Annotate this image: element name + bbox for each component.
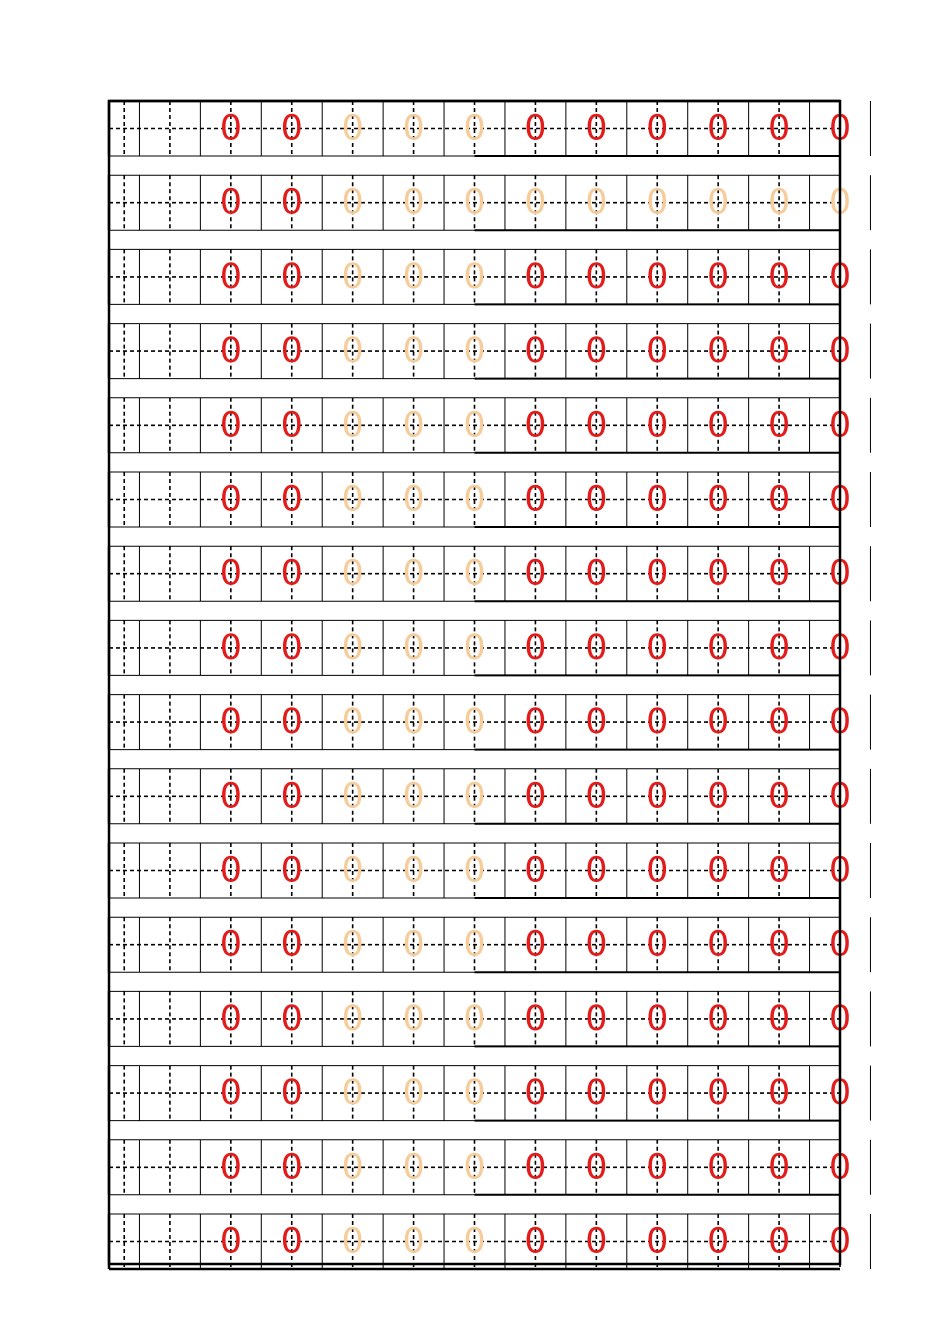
model-digit: 0 [524, 256, 547, 297]
model-digit: 0 [524, 627, 547, 668]
trace-digit: 0 [402, 776, 425, 817]
trace-digit: 0 [463, 182, 486, 223]
model-digit: 0 [280, 627, 303, 668]
trace-digit: 0 [463, 702, 486, 743]
trace-digit: 0 [341, 1073, 364, 1114]
model-digit: 0 [219, 1073, 242, 1114]
model-digit: 0 [646, 256, 669, 297]
model-digit: 0 [219, 553, 242, 594]
model-digit: 0 [828, 1073, 852, 1114]
model-digit: 0 [767, 627, 791, 668]
model-digit: 0 [219, 627, 242, 668]
model-digit: 0 [219, 479, 242, 520]
trace-digit: 0 [341, 108, 364, 149]
model-digit: 0 [585, 850, 608, 891]
model-digit: 0 [219, 256, 242, 297]
model-digit: 0 [585, 702, 608, 743]
model-digit: 0 [646, 702, 669, 743]
model-digit: 0 [219, 998, 242, 1039]
model-digit: 0 [585, 924, 608, 965]
trace-digit: 0 [402, 1221, 425, 1262]
model-digit: 0 [828, 331, 852, 372]
model-digit: 0 [524, 998, 547, 1039]
model-digit: 0 [219, 850, 242, 891]
model-digit: 0 [585, 256, 608, 297]
model-digit: 0 [280, 1221, 303, 1262]
model-digit: 0 [707, 1147, 730, 1188]
trace-digit: 0 [402, 331, 425, 372]
model-digit: 0 [219, 182, 242, 223]
model-digit: 0 [219, 108, 242, 149]
model-digit: 0 [767, 256, 791, 297]
trace-digit: 0 [463, 479, 486, 520]
trace-digit: 0 [341, 702, 364, 743]
model-digit: 0 [707, 108, 730, 149]
model-digit: 0 [767, 702, 791, 743]
model-digit: 0 [585, 553, 608, 594]
model-digit: 0 [646, 627, 669, 668]
model-digit: 0 [707, 776, 730, 817]
model-digit: 0 [524, 405, 547, 446]
model-digit: 0 [280, 108, 303, 149]
model-digit: 0 [828, 405, 852, 446]
trace-digit: 0 [585, 182, 608, 223]
model-digit: 0 [585, 627, 608, 668]
model-digit: 0 [707, 702, 730, 743]
model-digit: 0 [828, 1147, 852, 1188]
model-digit: 0 [524, 553, 547, 594]
model-digit: 0 [828, 479, 852, 520]
trace-digit: 0 [402, 256, 425, 297]
trace-digit: 0 [341, 850, 364, 891]
model-digit: 0 [280, 702, 303, 743]
trace-digit: 0 [341, 627, 364, 668]
trace-digit: 0 [341, 553, 364, 594]
model-digit: 0 [219, 1221, 242, 1262]
model-digit: 0 [585, 405, 608, 446]
model-digit: 0 [646, 1221, 669, 1262]
trace-digit: 0 [402, 479, 425, 520]
model-digit: 0 [524, 776, 547, 817]
model-digit: 0 [707, 1073, 730, 1114]
model-digit: 0 [219, 331, 242, 372]
model-digit: 0 [280, 1147, 303, 1188]
model-digit: 0 [646, 479, 669, 520]
model-digit: 0 [280, 776, 303, 817]
trace-digit: 0 [402, 924, 425, 965]
model-digit: 0 [219, 924, 242, 965]
trace-digit: 0 [463, 405, 486, 446]
trace-digit: 0 [463, 998, 486, 1039]
model-digit: 0 [524, 331, 547, 372]
model-digit: 0 [585, 108, 608, 149]
model-digit: 0 [646, 924, 669, 965]
model-digit: 0 [585, 331, 608, 372]
trace-digit: 0 [463, 1147, 486, 1188]
trace-digit: 0 [463, 1221, 486, 1262]
model-digit: 0 [828, 702, 852, 743]
model-digit: 0 [646, 108, 669, 149]
trace-digit: 0 [402, 998, 425, 1039]
model-digit: 0 [524, 850, 547, 891]
model-digit: 0 [707, 256, 730, 297]
model-digit: 0 [524, 702, 547, 743]
model-digit: 0 [646, 850, 669, 891]
trace-digit: 0 [463, 776, 486, 817]
trace-digit: 0 [402, 850, 425, 891]
model-digit: 0 [767, 776, 791, 817]
model-digit: 0 [219, 405, 242, 446]
trace-digit: 0 [402, 1073, 425, 1114]
model-digit: 0 [585, 998, 608, 1039]
model-digit: 0 [280, 1073, 303, 1114]
model-digit: 0 [280, 256, 303, 297]
model-digit: 0 [219, 776, 242, 817]
model-digit: 0 [707, 998, 730, 1039]
model-digit: 0 [280, 998, 303, 1039]
trace-digit: 0 [463, 331, 486, 372]
model-digit: 0 [585, 1147, 608, 1188]
model-digit: 0 [280, 405, 303, 446]
trace-digit: 0 [463, 256, 486, 297]
trace-digit: 0 [341, 331, 364, 372]
trace-digit: 0 [341, 998, 364, 1039]
model-digit: 0 [646, 776, 669, 817]
model-digit: 0 [646, 553, 669, 594]
trace-digit: 0 [341, 256, 364, 297]
model-digit: 0 [524, 479, 547, 520]
trace-digit: 0 [402, 553, 425, 594]
model-digit: 0 [707, 331, 730, 372]
model-digit: 0 [828, 256, 852, 297]
model-digit: 0 [585, 479, 608, 520]
trace-digit: 0 [341, 405, 364, 446]
model-digit: 0 [707, 553, 730, 594]
trace-digit: 0 [402, 405, 425, 446]
model-digit: 0 [585, 1073, 608, 1114]
trace-digit: 0 [341, 924, 364, 965]
model-digit: 0 [524, 1073, 547, 1114]
model-digit: 0 [524, 1221, 547, 1262]
model-digit: 0 [828, 998, 852, 1039]
trace-digit: 0 [828, 182, 852, 223]
trace-digit: 0 [402, 182, 425, 223]
model-digit: 0 [707, 924, 730, 965]
model-digit: 0 [767, 405, 791, 446]
model-digit: 0 [828, 627, 852, 668]
trace-digit: 0 [402, 108, 425, 149]
model-digit: 0 [524, 108, 547, 149]
model-digit: 0 [767, 1147, 791, 1188]
trace-digit: 0 [463, 850, 486, 891]
model-digit: 0 [280, 331, 303, 372]
model-digit: 0 [585, 1221, 608, 1262]
model-digit: 0 [767, 924, 791, 965]
model-digit: 0 [707, 627, 730, 668]
model-digit: 0 [828, 108, 852, 149]
trace-digit: 0 [463, 108, 486, 149]
trace-digit: 0 [341, 1221, 364, 1262]
trace-digit: 0 [402, 702, 425, 743]
trace-digit: 0 [341, 1147, 364, 1188]
trace-digit: 0 [463, 924, 486, 965]
model-digit: 0 [767, 1073, 791, 1114]
model-digit: 0 [707, 1221, 730, 1262]
trace-digit: 0 [707, 182, 730, 223]
model-digit: 0 [767, 108, 791, 149]
model-digit: 0 [646, 331, 669, 372]
trace-digit: 0 [402, 1147, 425, 1188]
model-digit: 0 [828, 924, 852, 965]
model-digit: 0 [707, 850, 730, 891]
model-digit: 0 [219, 1147, 242, 1188]
model-digit: 0 [646, 1073, 669, 1114]
model-digit: 0 [646, 405, 669, 446]
model-digit: 0 [280, 479, 303, 520]
trace-digit: 0 [463, 1073, 486, 1114]
model-digit: 0 [280, 924, 303, 965]
trace-digit: 0 [341, 479, 364, 520]
model-digit: 0 [646, 998, 669, 1039]
model-digit: 0 [280, 553, 303, 594]
model-digit: 0 [767, 850, 791, 891]
model-digit: 0 [219, 702, 242, 743]
model-digit: 0 [828, 850, 852, 891]
model-digit: 0 [828, 553, 852, 594]
model-digit: 0 [524, 1147, 547, 1188]
model-digit: 0 [767, 1221, 791, 1262]
model-digit: 0 [767, 331, 791, 372]
trace-digit: 0 [646, 182, 669, 223]
model-digit: 0 [585, 776, 608, 817]
model-digit: 0 [707, 405, 730, 446]
trace-digit: 0 [767, 182, 791, 223]
model-digit: 0 [524, 924, 547, 965]
model-digit: 0 [767, 553, 791, 594]
model-digit: 0 [646, 1147, 669, 1188]
trace-digit: 0 [341, 182, 364, 223]
model-digit: 0 [280, 850, 303, 891]
trace-digit: 0 [402, 627, 425, 668]
model-digit: 0 [767, 479, 791, 520]
model-digit: 0 [707, 479, 730, 520]
trace-digit: 0 [341, 776, 364, 817]
model-digit: 0 [280, 182, 303, 223]
model-digit: 0 [828, 1221, 852, 1262]
model-digit: 0 [767, 998, 791, 1039]
trace-digit: 0 [463, 553, 486, 594]
trace-digit: 0 [463, 627, 486, 668]
model-digit: 0 [828, 776, 852, 817]
trace-digit: 0 [524, 182, 547, 223]
